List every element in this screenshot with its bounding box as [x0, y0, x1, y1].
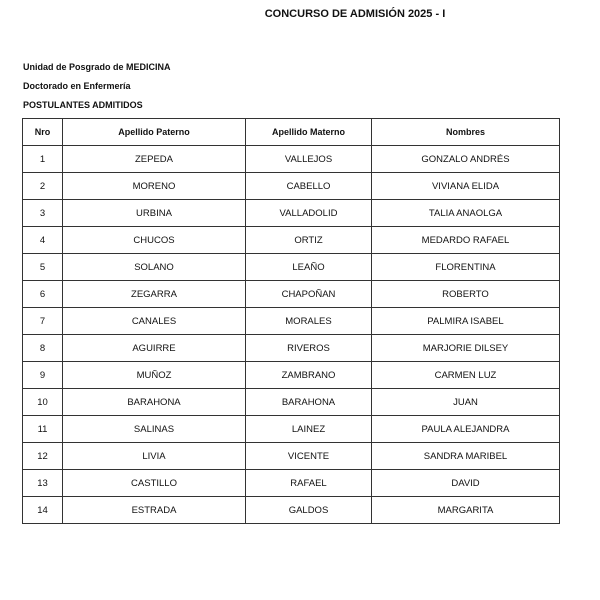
cell-apellido-materno: CHAPOÑAN — [246, 281, 372, 308]
cell-nombres: MARJORIE DILSEY — [372, 335, 560, 362]
table-row — [23, 443, 560, 470]
cell-apellido-paterno: CHUCOS — [63, 227, 246, 254]
unit-label: Unidad de Posgrado de MEDICINA — [23, 62, 171, 72]
header-nro: Nro — [23, 119, 63, 146]
cell-nro: 13 — [23, 470, 63, 497]
cell-apellido-materno: ZAMBRANO — [246, 362, 372, 389]
cell-nombres: MARGARITA — [372, 497, 560, 524]
cell-nombres: ROBERTO — [372, 281, 560, 308]
cell-nro: 8 — [23, 335, 63, 362]
list-title: POSTULANTES ADMITIDOS — [23, 100, 143, 110]
table-row — [23, 200, 560, 227]
cell-apellido-materno: BARAHONA — [246, 389, 372, 416]
table-row — [23, 146, 560, 173]
cell-apellido-materno: RAFAEL — [246, 470, 372, 497]
cell-nro: 10 — [23, 389, 63, 416]
cell-nombres: VIVIANA ELIDA — [372, 173, 560, 200]
cell-nro: 7 — [23, 308, 63, 335]
header-apellido-materno: Apellido Materno — [246, 119, 372, 146]
cell-nombres: DAVID — [372, 470, 560, 497]
cell-apellido-paterno: ZEGARRA — [63, 281, 246, 308]
cell-nombres: SANDRA MARIBEL — [372, 443, 560, 470]
admitted-table — [22, 118, 560, 524]
table-row — [23, 497, 560, 524]
cell-apellido-materno: MORALES — [246, 308, 372, 335]
table-row — [23, 254, 560, 281]
table-row — [23, 362, 560, 389]
cell-nombres: PAULA ALEJANDRA — [372, 416, 560, 443]
cell-apellido-paterno: AGUIRRE — [63, 335, 246, 362]
cell-nro: 6 — [23, 281, 63, 308]
cell-nombres: JUAN — [372, 389, 560, 416]
cell-apellido-materno: LEAÑO — [246, 254, 372, 281]
cell-nro: 3 — [23, 200, 63, 227]
cell-apellido-materno: VALLADOLID — [246, 200, 372, 227]
cell-nro: 1 — [23, 146, 63, 173]
cell-apellido-paterno: BARAHONA — [63, 389, 246, 416]
cell-apellido-paterno: URBINA — [63, 200, 246, 227]
cell-apellido-materno: LAINEZ — [246, 416, 372, 443]
table-row — [23, 227, 560, 254]
cell-apellido-paterno: LIVIA — [63, 443, 246, 470]
cell-nombres: FLORENTINA — [372, 254, 560, 281]
cell-apellido-paterno: MUÑOZ — [63, 362, 246, 389]
table-row — [23, 173, 560, 200]
cell-apellido-materno: VICENTE — [246, 443, 372, 470]
cell-nro: 4 — [23, 227, 63, 254]
cell-apellido-paterno: CASTILLO — [63, 470, 246, 497]
cell-apellido-materno: VALLEJOS — [246, 146, 372, 173]
cell-nro: 2 — [23, 173, 63, 200]
table-row — [23, 389, 560, 416]
cell-nombres: MEDARDO RAFAEL — [372, 227, 560, 254]
cell-apellido-paterno: ZEPEDA — [63, 146, 246, 173]
cell-nro: 5 — [23, 254, 63, 281]
table-row — [23, 416, 560, 443]
cell-apellido-materno: RIVEROS — [246, 335, 372, 362]
cell-nro: 9 — [23, 362, 63, 389]
table-header-row — [23, 119, 560, 146]
cell-apellido-materno: GALDOS — [246, 497, 372, 524]
header-nombres: Nombres — [372, 119, 560, 146]
table-row — [23, 335, 560, 362]
header-apellido-paterno: Apellido Paterno — [63, 119, 246, 146]
cell-nro: 11 — [23, 416, 63, 443]
cell-nombres: GONZALO ANDRÉS — [372, 146, 560, 173]
document-title: CONCURSO DE ADMISIÓN 2025 - I — [264, 8, 446, 20]
cell-nro: 12 — [23, 443, 63, 470]
table-row — [23, 308, 560, 335]
cell-nro: 14 — [23, 497, 63, 524]
cell-apellido-paterno: MORENO — [63, 173, 246, 200]
cell-nombres: CARMEN LUZ — [372, 362, 560, 389]
cell-apellido-paterno: ESTRADA — [63, 497, 246, 524]
table-row — [23, 281, 560, 308]
cell-apellido-materno: ORTIZ — [246, 227, 372, 254]
cell-apellido-paterno: SOLANO — [63, 254, 246, 281]
cell-nombres: PALMIRA ISABEL — [372, 308, 560, 335]
cell-apellido-paterno: CANALES — [63, 308, 246, 335]
program-label: Doctorado en Enfermería — [23, 81, 131, 91]
cell-nombres: TALIA ANAOLGA — [372, 200, 560, 227]
document-info — [23, 58, 171, 115]
cell-apellido-materno: CABELLO — [246, 173, 372, 200]
cell-apellido-paterno: SALINAS — [63, 416, 246, 443]
table-row — [23, 470, 560, 497]
